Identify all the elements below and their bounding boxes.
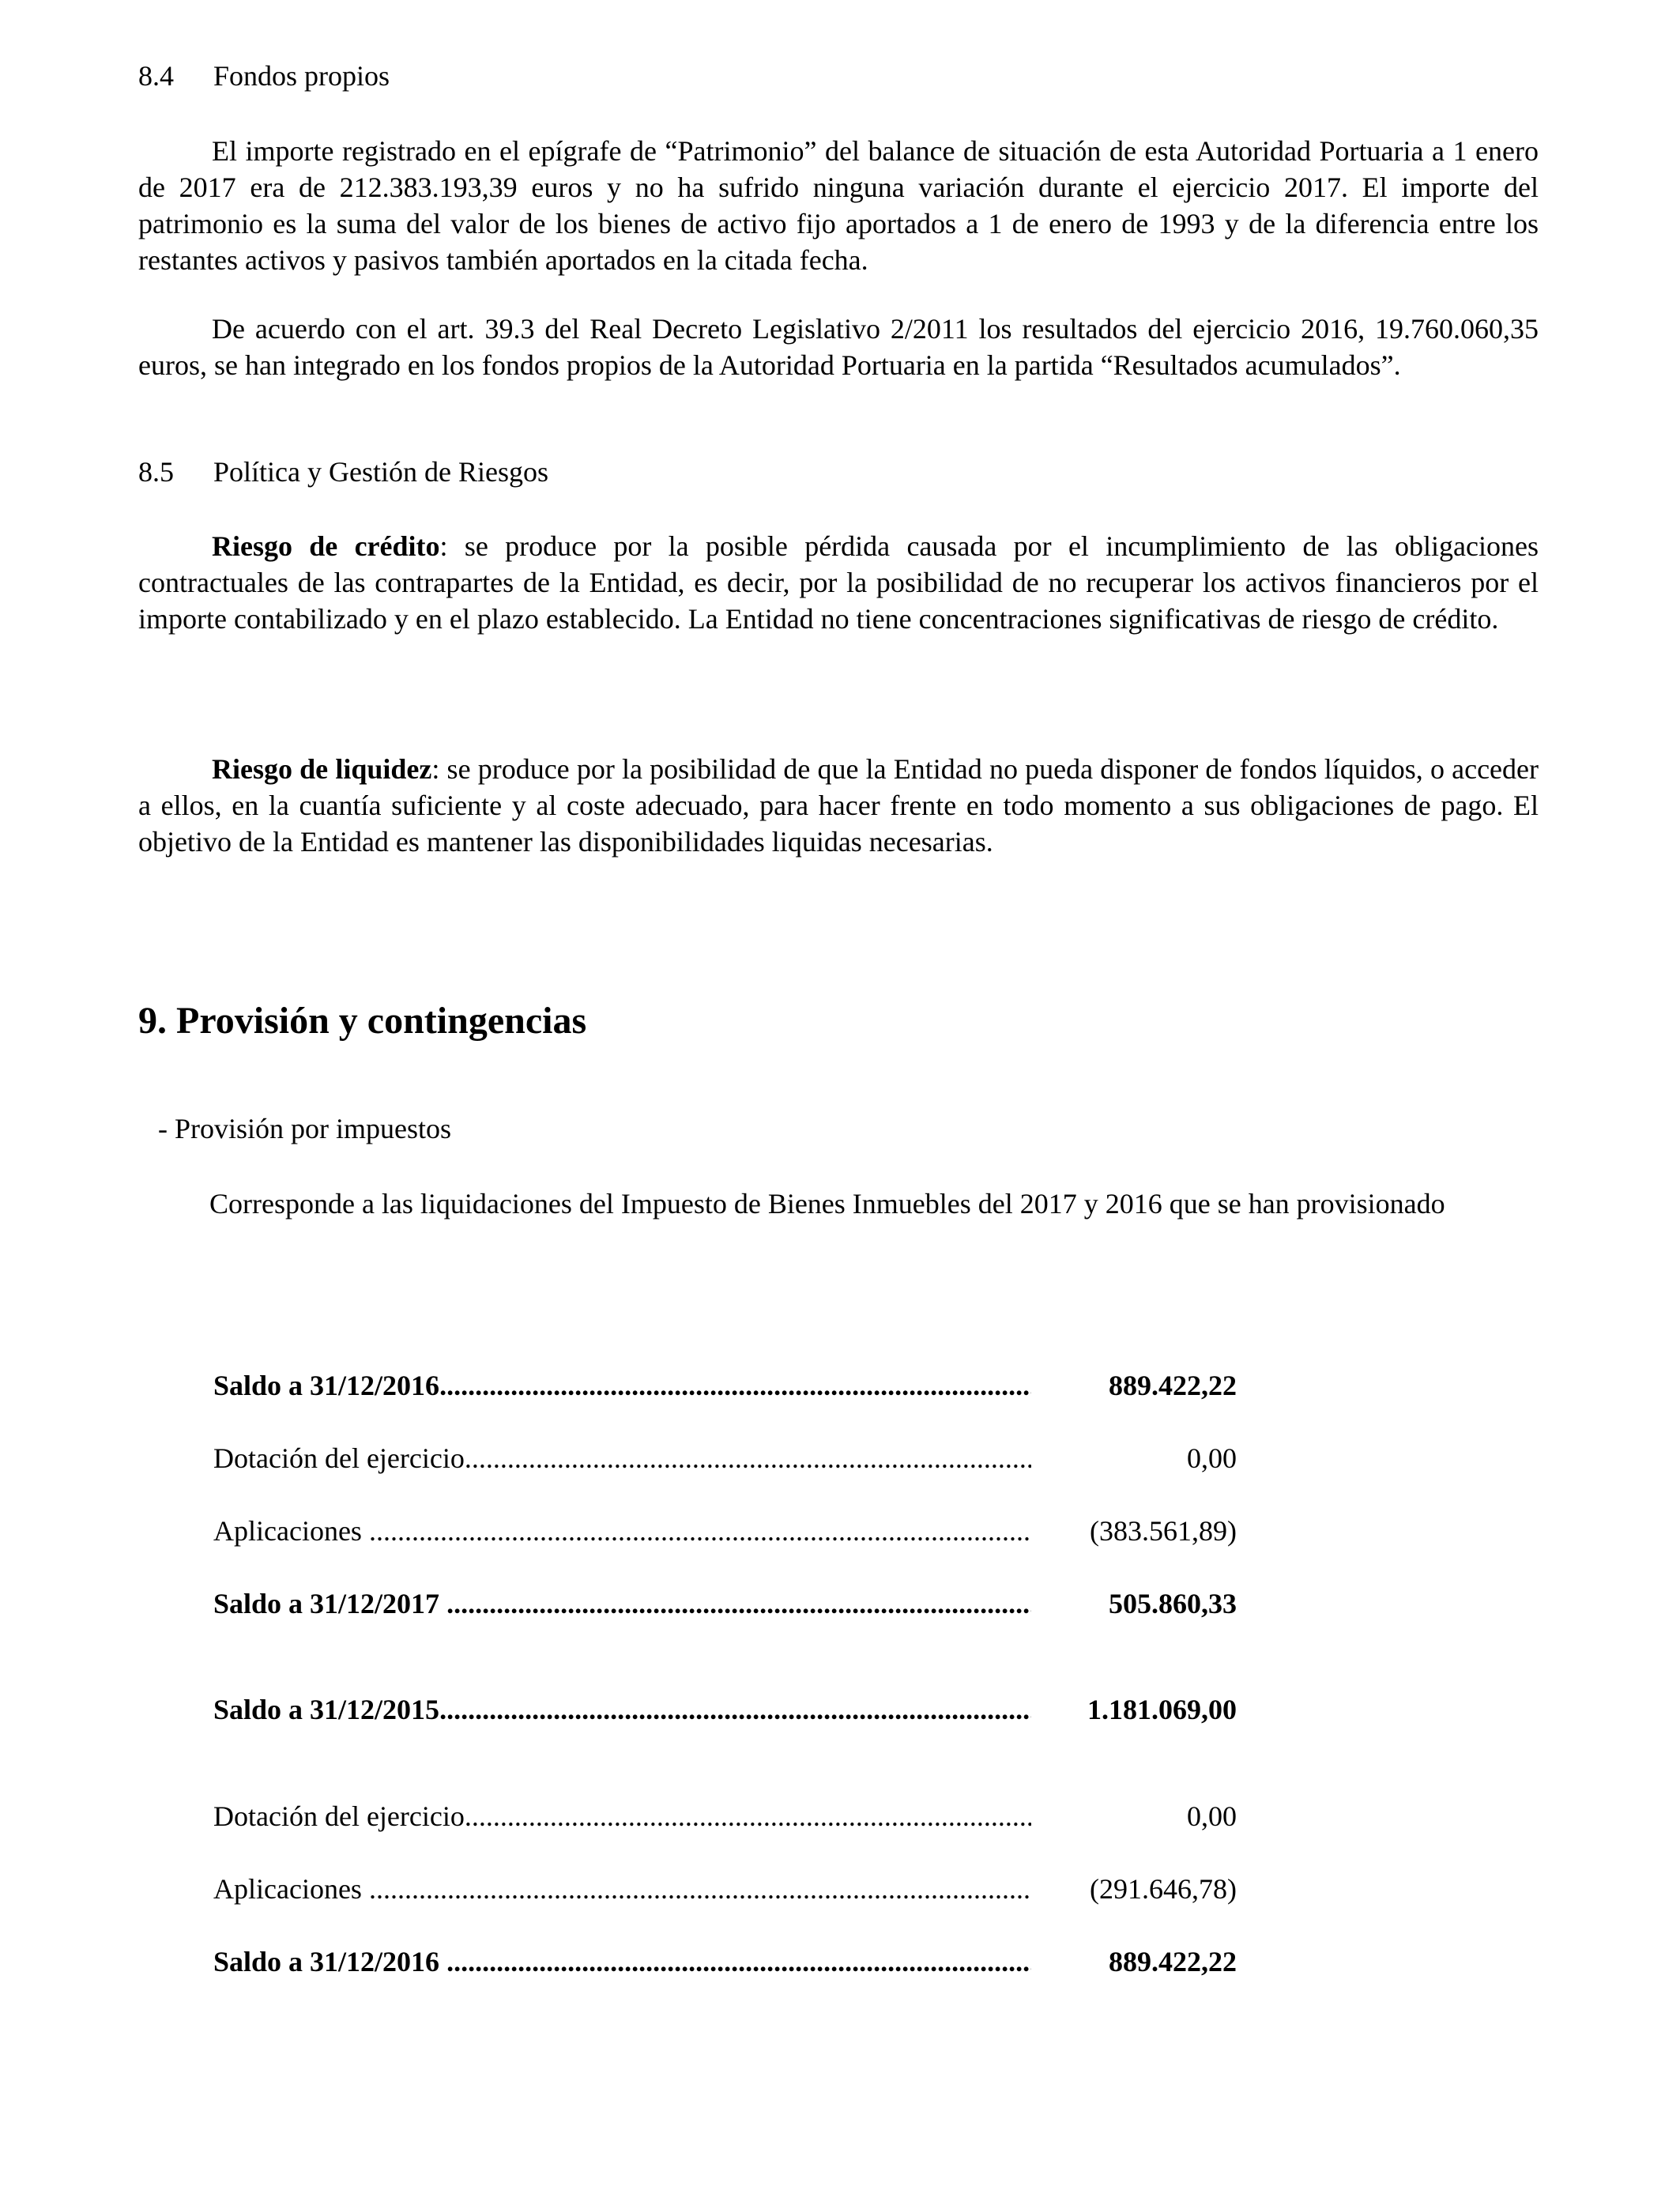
liquidity-risk-paragraph — [138, 751, 1539, 860]
row-label: Aplicaciones ..... — [213, 1513, 1031, 1549]
row-label: Aplicaciones ..... — [213, 1871, 1031, 1907]
row-value: 0,00 — [1187, 1442, 1237, 1474]
credit-risk-text: : se produce por la posible pérdida causada por el incumplimiento de las obligaciones contractuales de las contrapartes de la Entidad, es decir, por la posibilidad de no recuperar los activos financieros por el importe contabilizado y en el plazo establecido. La Entidad no tiene concentraciones significativas de riesgo de crédito. — [138, 530, 1539, 635]
row-value: (383.561,89) — [1090, 1515, 1237, 1547]
liquidity-risk-text: : se produce por la posibilidad de que la Entidad no pueda disponer de fondos líquidos, o acceder a ellos, en la cuantía suficiente y al coste adecuado, para hacer frente en todo momento a sus obligaciones de pago. El objetivo de la Entidad es mantener las disponibilidades liquidas necesarias. — [138, 753, 1539, 858]
row-label: Saldo a 31/12/2016 ..... — [213, 1367, 1031, 1404]
row-value: (291.646,78) — [1090, 1873, 1237, 1905]
table-row — [213, 1367, 1237, 1404]
table-row — [213, 1585, 1237, 1622]
provision-text: Corresponde a las liquidaciones del Impuesto de Bienes Inmuebles del 2017 y 2016 que se han provisionado — [209, 1188, 1445, 1220]
resultados-text: De acuerdo con el art. 39.3 del Real Decreto Legislativo 2/2011 los resultados del ejercicio 2016, 19.760.060,35 euros, se han integrado en los fondos propios de la Autoridad Portuaria en la partida “Resultados acumulados”. — [138, 313, 1539, 381]
patrimonio-paragraph — [138, 133, 1539, 278]
table-row — [213, 1943, 1237, 1980]
section-8-5-title: Política y Gestión de Riesgos — [213, 456, 548, 488]
row-label: Dotación del ejercicio ..... — [213, 1798, 1031, 1834]
row-value: 889.422,22 — [1109, 1370, 1237, 1401]
row-label: Saldo a 31/12/2016 ..... — [213, 1943, 1031, 1980]
liquidity-risk-label: Riesgo de liquidez — [212, 753, 432, 785]
row-value: 1.181.069,00 — [1087, 1694, 1237, 1725]
section-9-heading: 9. Provisión y contingencias — [138, 1000, 587, 1042]
resultados-paragraph — [138, 311, 1539, 383]
row-label: Saldo a 31/12/2015 ..... — [213, 1691, 1031, 1728]
provision-bullet: - Provisión por impuestos — [158, 1113, 452, 1144]
section-8-4-number: 8.4 — [138, 60, 174, 92]
row-value: 889.422,22 — [1109, 1946, 1237, 1977]
row-label: Dotación del ejercicio ..... — [213, 1440, 1031, 1476]
row-label: Saldo a 31/12/2017 ..... — [213, 1585, 1031, 1622]
table-row — [213, 1513, 1237, 1549]
table-row — [213, 1871, 1237, 1907]
patrimonio-text: El importe registrado en el epígrafe de “Patrimonio” del balance de situación de esta Autoridad Portuaria a 1 enero de 2017 era de 212.383.193,39 euros y no ha sufrido ninguna variación durante el ejercicio 2017. El importe del patrimonio es la suma del valor de los bienes de activo fijo aportados a 1 de enero de 1993 y de la diferencia entre los restantes activos y pasivos también aportados en la citada fecha. — [138, 135, 1539, 276]
row-value: 505.860,33 — [1109, 1588, 1237, 1619]
section-8-4-title: Fondos propios — [213, 60, 390, 92]
table-row — [213, 1440, 1237, 1476]
table-row — [213, 1798, 1237, 1834]
row-value: 0,00 — [1187, 1800, 1237, 1832]
credit-risk-paragraph — [138, 528, 1539, 637]
section-8-5-number: 8.5 — [138, 456, 174, 488]
table-row — [213, 1691, 1237, 1728]
provision-paragraph — [138, 1186, 1539, 1222]
credit-risk-label: Riesgo de crédito — [212, 530, 440, 562]
